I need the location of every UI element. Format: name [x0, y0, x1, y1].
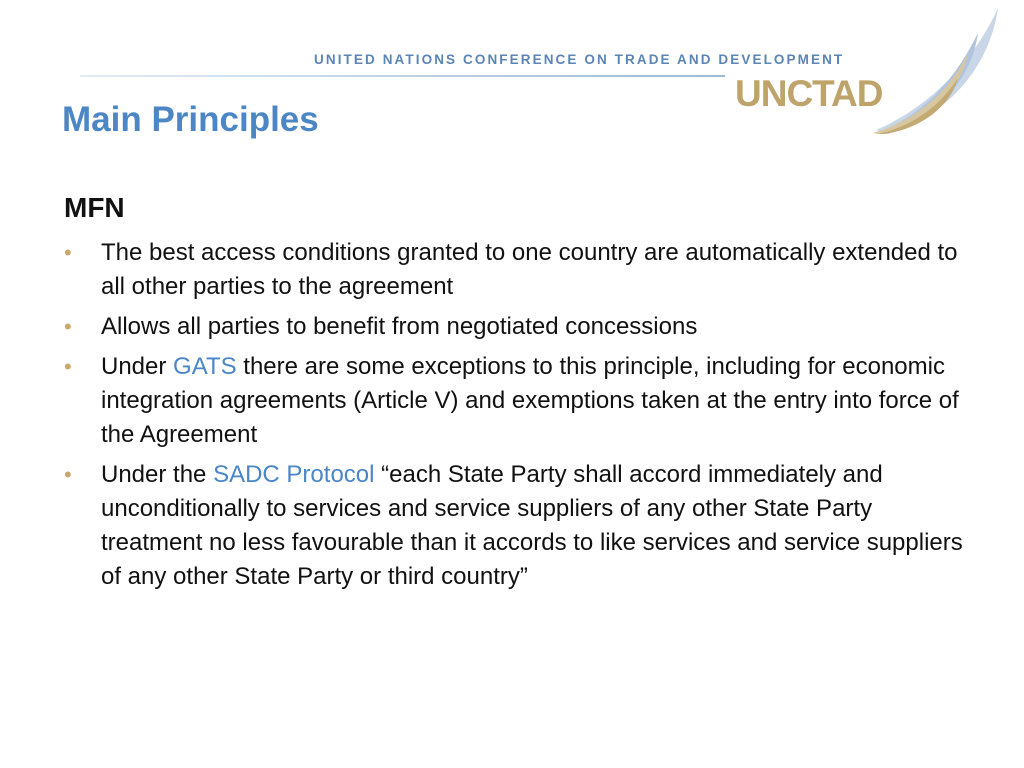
- bullet-icon: •: [64, 354, 72, 379]
- bullet-item: [64, 350, 969, 452]
- unctad-logo-text: UNCTAD: [735, 73, 883, 114]
- bullet-item: [64, 310, 969, 344]
- sadc-protocol-link[interactable]: SADC Protocol: [213, 461, 375, 488]
- bullet-text: Allows all parties to benefit from negotiated concessions: [101, 313, 698, 340]
- bullet-text-prefix: Under the: [101, 461, 214, 488]
- header-divider: [80, 75, 725, 77]
- bullet-item: [64, 236, 969, 304]
- bullet-icon: •: [64, 462, 72, 487]
- bullet-text: The best access conditions granted to one country are automatically extended to all other parties to the agreement: [101, 239, 958, 300]
- slide-title: Main Principles: [62, 100, 319, 139]
- bullet-item: [64, 458, 969, 594]
- bullet-text-prefix: Under: [101, 353, 174, 380]
- bullet-icon: •: [64, 240, 72, 265]
- bullet-list: [64, 236, 969, 600]
- section-heading: MFN: [64, 192, 125, 223]
- bullet-text-suffix: “each State Party shall accord immediately and unconditionally to services and service suppliers of any other State Party treatment no less favourable than it accords to like services and service suppliers of any other State Party or third country”: [101, 461, 963, 590]
- unctad-logo-icon: [728, 8, 1000, 134]
- gats-link[interactable]: GATS: [173, 353, 237, 380]
- organization-name: UNITED NATIONS CONFERENCE ON TRADE AND DEVELOPMENT: [314, 52, 845, 67]
- bullet-text-suffix: there are some exceptions to this principle, including for economic integration agreements (Article V) and exemptions taken at the entry into force of the Agreement: [101, 353, 959, 448]
- bullet-icon: •: [64, 314, 72, 339]
